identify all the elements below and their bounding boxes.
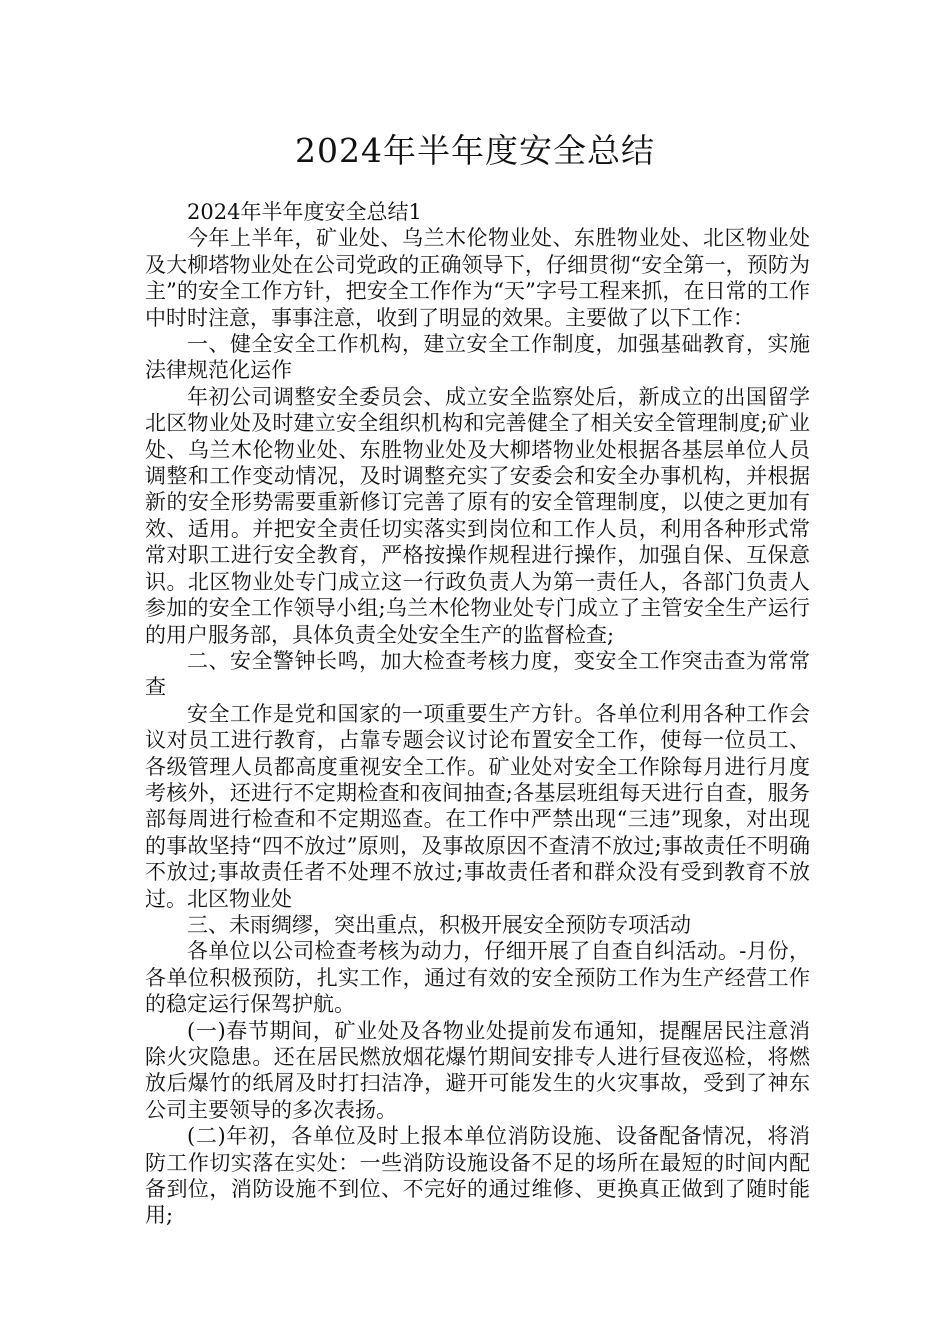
section-heading-1: 一、健全安全工作机构，建立安全工作制度，加强基础教育，实施法律规范化运作 xyxy=(145,332,810,383)
paragraph-subtitle: 2024年半年度安全总结1 xyxy=(187,200,422,224)
paragraph-item-1: (一)春节期间，矿业处及各物业处提前发布通知，提醒居民注意消除火灾隐患。还在居民燃放烟花爆竹期间安排专人进行昼夜巡检，将燃放后爆竹的纸屑及时打扫洁净，避开可能发生的火灾事故，受到了神东公司主要领导的多次表扬。 xyxy=(145,1018,810,1122)
paragraph-item-2: (二)年初，各单位及时上报本单位消防设施、设备配备情况，将消防工作切实落在实处：一些消防设施设备不足的场所在最短的时间内配备到位，消防设施不到位、不完好的通过维修、更换真正做到了随时能用; xyxy=(145,1124,810,1228)
paragraph-section-3: 各单位以公司检查考核为动力，仔细开展了自查自纠活动。-月份，各单位积极预防，扎实工作，通过有效的安全预防工作为生产经营工作的稳定运行保驾护航。 xyxy=(145,939,810,1017)
paragraph-section-2: 安全工作是党和国家的一项重要生产方针。各单位利用各种工作会议对员工进行教育，占靠专题会议讨论布置安全工作，使每一位员工、各级管理人员都高度重视安全工作。矿业处对安全工作除每月进行月度考核外，还进行不定期检查和夜间抽查;各基层班组每天进行自查，服务部每周进行检查和不定期巡查。在工作中严禁出现“三违”现象，对出现的事故坚持“四不放过”原则，及事故原因不查清不放过;事故责任不明确不放过;事故责任者不处理不放过;事故责任者和群众没有受到教育不放过。北区物业处 xyxy=(145,701,810,911)
section-heading-2: 二、安全警钟长鸣，加大检查考核力度，变安全工作突击查为常常查 xyxy=(145,648,810,700)
paragraph-section-1: 年初公司调整安全委员会、成立安全监察处后，新成立的出国留学北区物业处及时建立安全组织机构和完善健全了相关安全管理制度;矿业处、乌兰木伦物业处、东胜物业处及大柳塔物业处根据各基层单位人员调整和工作变动情况，及时调整充实了安委会和安全办事机构，并根据新的安全形势需要重新修订完善了原有的安全管理制度，以使之更加有效、适用。并把安全责任切实落实到岗位和工作人员，利用各种形式常常对职工进行安全教育，严格按操作规程进行操作，加强自保、互保意识。北区物业处专门成立这一行政负责人为第一责任人，各部门负责人参加的安全工作领导小组;乌兰木伦物业处专门成立了主管安全生产运行的用户服务部，具体负责全处安全生产的监督检查; xyxy=(145,384,810,647)
document-body xyxy=(145,199,810,1229)
paragraph-intro: 今年上半年，矿业处、乌兰木伦物业处、东胜物业处、北区物业处及大柳塔物业处在公司党政的正确领导下，仔细贯彻“安全第一，预防为主”的安全工作方针，把安全工作作为“天”字号工程来抓，在日常的工作中时时注意，事事注意，收到了明显的效果。主要做了以下工作： xyxy=(145,226,810,330)
document-title: 2024年半年度安全总结 xyxy=(295,131,655,170)
section-heading-3: 三、未雨绸缪，突出重点，积极开展安全预防专项活动 xyxy=(187,912,691,937)
